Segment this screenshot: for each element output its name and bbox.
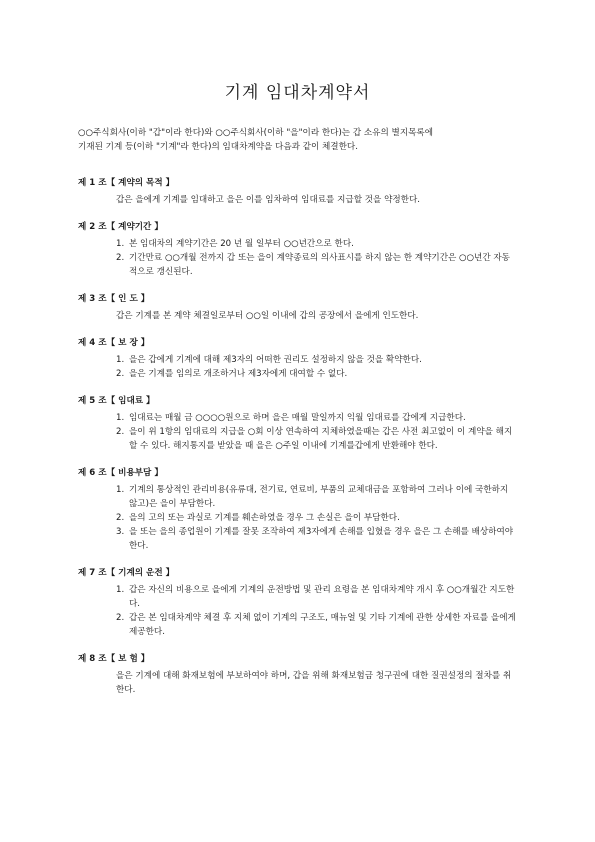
intro-paragraph <box>78 126 517 154</box>
item-text: 을은 기계를 임의로 개조하거나 제3자에게 대여할 수 없다. <box>129 369 348 379</box>
article-body: 을은 기계에 대해 화재보험에 부보하여야 하며, 갑을 위해 화재보험금 청구권에 대한 질권설정의 절차를 취한다. <box>116 671 512 695</box>
item-text: 기간만료 ○○개월 전까지 갑 또는 을이 계약종료의 의사표시를 하지 않는 한 계약기간은 ○○년간 자동적으로 갱신된다. <box>129 253 510 277</box>
article-heading: 제 5 조【 임대료 】 <box>78 396 155 406</box>
list-item <box>116 483 517 511</box>
item-number: 1. <box>116 355 125 365</box>
article-heading: 제 4 조【 보 장 】 <box>78 338 150 348</box>
item-number: 2. <box>116 513 125 523</box>
item-text: 을은 갑에게 기계에 대해 제3자의 어떠한 권리도 설정하지 않을 것을 확약한다. <box>129 355 422 365</box>
intro-line: 기재된 기계 등(이하 "기계"라 한다)의 임대차계약을 다음과 같이 체결한다. <box>78 142 358 152</box>
article-7 <box>78 566 517 639</box>
item-number: 2. <box>116 613 125 623</box>
articles-list <box>78 176 517 710</box>
article-items <box>78 353 517 381</box>
article-heading: 제 1 조【 계약의 목적 】 <box>78 178 175 188</box>
item-text: 을이 위 1항의 임대료의 지급을 ○회 이상 연속하여 지체하였을때는 갑은 사전 최고없이 이 계약을 해지할 수 있다. 해지통지를 받았을 때 을은 ○주일 이내에 기계를갑에게 반환해야 한다. <box>129 427 513 451</box>
article-4 <box>78 336 517 381</box>
article-items <box>78 583 517 639</box>
item-number: 2. <box>116 253 125 263</box>
article-6 <box>78 466 517 553</box>
item-number: 2. <box>116 369 125 379</box>
list-item <box>116 583 517 611</box>
article-body: 갑은 을에게 기계를 임대하고 을은 이를 임차하여 임대료를 지급할 것을 약정한다. <box>116 195 421 205</box>
item-text: 을의 고의 또는 과실로 기계를 훼손하였을 경우 그 손실은 을이 부담한다. <box>129 513 400 523</box>
article-8 <box>78 652 517 697</box>
article-heading: 제 8 조【 보 험 】 <box>78 654 150 664</box>
list-item <box>116 251 517 279</box>
item-text: 을 또는 을의 종업원이 기계를 잘못 조작하여 제3자에게 손해를 입혔을 경우 을은 그 손해를 배상하여야 한다. <box>129 527 514 551</box>
article-heading: 제 3 조【 인 도 】 <box>78 294 150 304</box>
article-heading: 제 7 조【 기계의 운전 】 <box>78 568 175 578</box>
list-item <box>116 511 517 525</box>
document-title: 기계 임대차계약서 <box>224 83 371 103</box>
item-number: 1. <box>116 239 125 249</box>
item-text: 갑은 자신의 비용으로 을에게 기계의 운전방법 및 관리 요령을 본 임대차계약 개시 후 ○○개월간 지도한다. <box>129 585 515 609</box>
list-item <box>116 353 517 367</box>
item-number: 3. <box>116 527 125 537</box>
article-heading: 제 6 조【 비용부담 】 <box>78 468 163 478</box>
list-item <box>116 237 517 251</box>
list-item <box>116 411 517 425</box>
list-item <box>116 367 517 381</box>
item-text: 기계의 통상적인 관리비용(유류대, 전기료, 연료비, 부품의 교체대금을 포함하여 그러나 이에 국한하지 않고)은 을이 부담한다. <box>129 485 509 509</box>
article-1 <box>78 176 517 207</box>
item-number: 1. <box>116 413 125 423</box>
article-items <box>78 483 517 553</box>
item-text: 갑은 본 임대차계약 체결 후 지체 없이 기계의 구조도, 매뉴얼 및 기타 기계에 관한 상세한 자료를 을에게 제공한다. <box>129 613 516 637</box>
intro-line: ○○주식회사(이하 "갑"이라 한다)와 ○○주식회사(이하 "을"이라 한다)는 갑 소유의 별지목록에 <box>78 128 434 138</box>
article-2 <box>78 220 517 279</box>
item-text: 임대료는 매월 금 ○○○○원으로 하며 을은 매월 말일까지 익월 임대료를 갑에게 지급한다. <box>129 413 466 423</box>
article-3 <box>78 292 517 323</box>
item-number: 2. <box>116 427 125 437</box>
list-item <box>116 611 517 639</box>
article-items <box>78 237 517 279</box>
article-heading: 제 2 조【 계약기간 】 <box>78 222 163 232</box>
article-5 <box>78 394 517 453</box>
list-item <box>116 525 517 553</box>
item-text: 본 임대차의 계약기간은 20 년 월 일부터 ○○년간으로 한다. <box>129 239 354 249</box>
article-items <box>78 411 517 453</box>
article-body: 갑은 기계를 본 계약 체결일로부터 ○○일 이내에 갑의 공장에서 을에게 인도한다. <box>116 311 419 321</box>
item-number: 1. <box>116 585 125 595</box>
list-item <box>116 425 517 453</box>
item-number: 1. <box>116 485 125 495</box>
